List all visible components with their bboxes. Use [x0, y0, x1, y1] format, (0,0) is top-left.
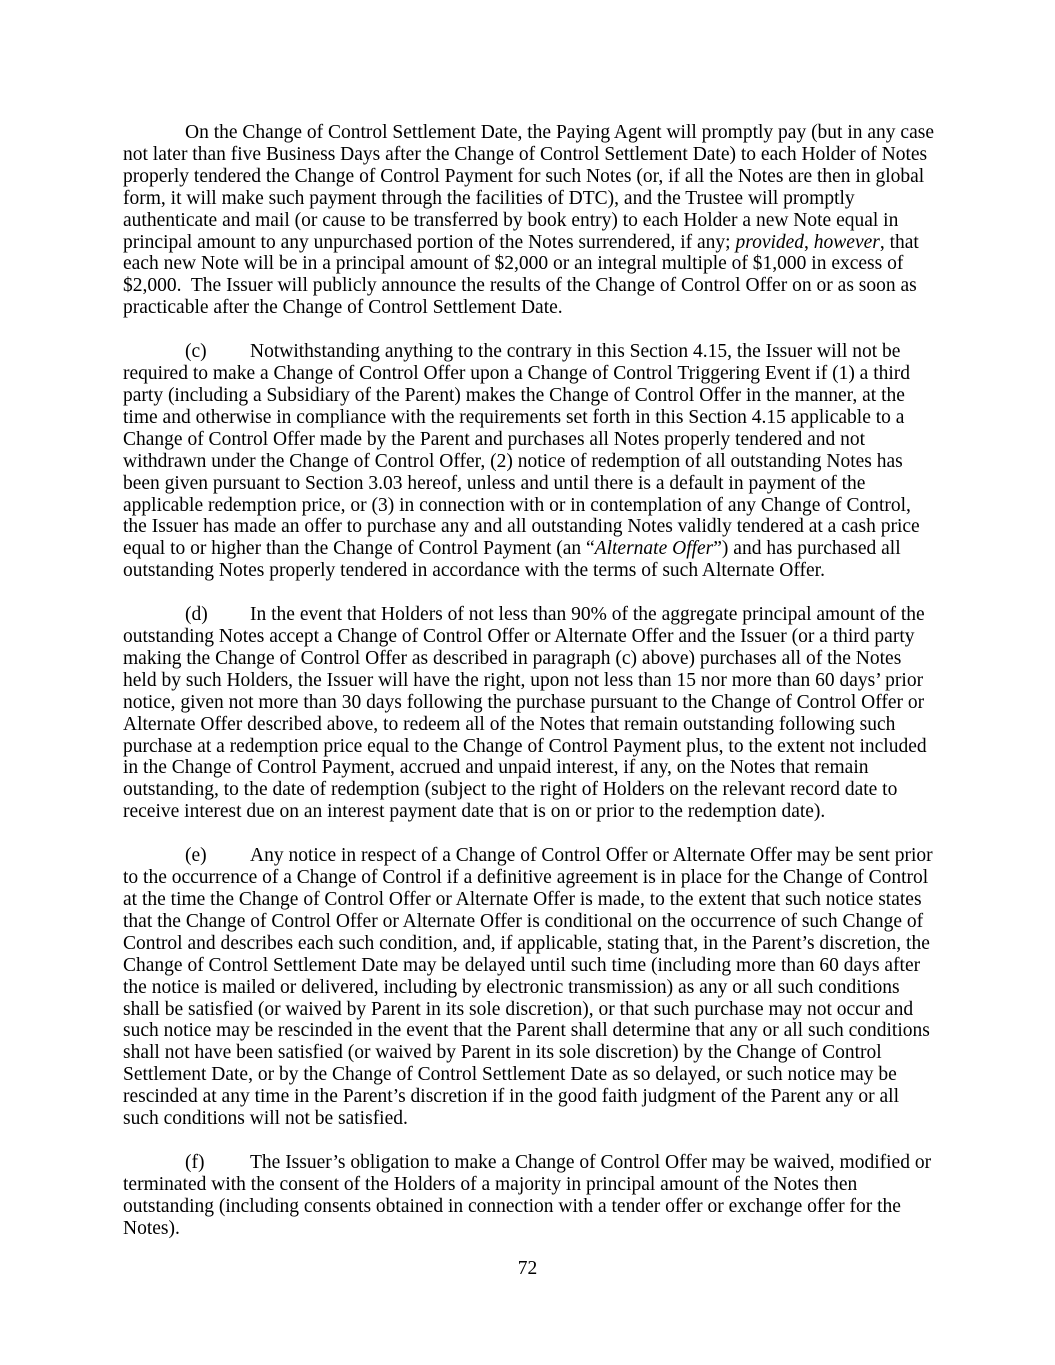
- paragraph: [123, 1152, 937, 1240]
- text-run: Any notice in respect of a Change of Control Offer or Alternate Offer may be sent prior to the occurrence of a Change of Control if a definitive agreement is in place for the Change of Control at the time the Change of Control Offer or Alternate Offer is made, to the extent that such notice states that the Change of Control Offer or Alternate Offer is conditional on the occurrence of such Change of Control and describes each such condition, and, if applicable, stating that, in the Parent’s discretion, the Change of Control Settlement Date may be delayed until such time (including more than 60 days after the notice is mailed or delivered, including by electronic transmission) as any or all such conditions shall be satisfied (or waived by Parent in its sole discretion), or that such purchase may not occur and such notice may be rescinded in the event that the Parent shall determine that any or all such conditions shall not have been satisfied (or waived by Parent in its sole discretion) by the Change of Control Settlement Date, or by the Change of Control Settlement Date as so delayed, or such notice may be rescinded at any time in the Parent’s discretion if in the good faith judgment of the Parent any or all such conditions will not be satisfied.: [123, 845, 933, 1130]
- page-number: 72: [517, 1258, 538, 1279]
- text-run: On the Change of Control Settlement Date, the Paying Agent will promptly pay (but in any case not later than five Business Days after the Change of Control Settlement Date) to each Holder of Notes properly tendered the Change of Control Payment for such Notes (or, if all the Notes are then in global form, it will make such payment through the facilities of DTC), and the Trustee will promptly authenticate and mail (or cause to be transferred by book entry) to each Holder a new Note equal in principal amount to any unpurchased portion of the Notes surrendered, if any;: [123, 122, 934, 253]
- paragraph-label: (e): [185, 845, 207, 867]
- paragraph: [123, 122, 937, 319]
- text-run: , that each new Note will be in a principal amount of $2,000 or an integral multiple of $1,000 in excess of $2,000. The Issuer will publicly announce the results of the Change of Control Offer on or as soon as practicable after the Change of Control Settlement Date.: [123, 231, 919, 319]
- paragraph-label: (f): [185, 1151, 205, 1173]
- italic-text-run: Alternate Offer: [594, 538, 714, 560]
- text-run: In the event that Holders of not less than 90% of the aggregate principal amount of the outstanding Notes accept a Change of Control Offer or Alternate Offer and the Issuer (or a third party making the Change of Control Offer as described in paragraph (c) above) purchases all of the Notes held by such Holders, the Issuer will have the right, upon not less than 15 nor more than 60 days’ prior notice, given not more than 30 days following the purchase pursuant to the Change of Control Offer or Alternate Offer described above, to redeem all of the Notes that remain outstanding following such purchase at a redemption price equal to the Change of Control Payment plus, to the extent not included in the Change of Control Payment, accrued and unpaid interest, if any, on the Notes that remain outstanding, to the date of redemption (subject to the right of Holders on the relevant record date to receive interest due on an interest payment date that is on or prior to the redemption date).: [123, 604, 927, 823]
- italic-text-run: however: [813, 231, 880, 253]
- paragraph-label: (d): [185, 604, 208, 626]
- text-run: ,: [804, 231, 814, 253]
- paragraph-label: (c): [185, 341, 207, 363]
- document-body: [123, 122, 937, 1262]
- italic-text-run: provided: [735, 231, 805, 253]
- text-run: ”) and has purchased all outstanding Notes properly tendered in accordance with the terms of such Alternate Offer.: [123, 538, 901, 582]
- paragraph: [123, 604, 937, 823]
- paragraph: [123, 845, 937, 1130]
- text-run: Notwithstanding anything to the contrary in this Section 4.15, the Issuer will not be required to make a Change of Control Offer upon a Change of Control Triggering Event if (1) a third party (including a Subsidiary of the Parent) makes the Change of Control Offer in the manner, at the time and otherwise in compliance with the requirements set forth in this Section 4.15 applicable to a Change of Control Offer made by the Parent and purchases all Notes properly tendered and not withdrawn under the Change of Control Offer, (2) notice of redemption of all outstanding Notes has been given pursuant to Section 3.03 hereof, unless and until there is a default in payment of the applicable redemption price, or (3) in connection with or in contemplation of any Change of Control, the Issuer has made an offer to purchase any and all outstanding Notes validly tendered at a cash price equal to or higher than the Change of Control Payment (an “: [123, 341, 920, 560]
- text-run: The Issuer’s obligation to make a Change of Control Offer may be waived, modified or terminated with the consent of the Holders of a majority in principal amount of the Notes then outstanding (including consents obtained in connection with a tender offer or exchange offer for the Notes).: [123, 1151, 932, 1239]
- paragraph: [123, 341, 937, 582]
